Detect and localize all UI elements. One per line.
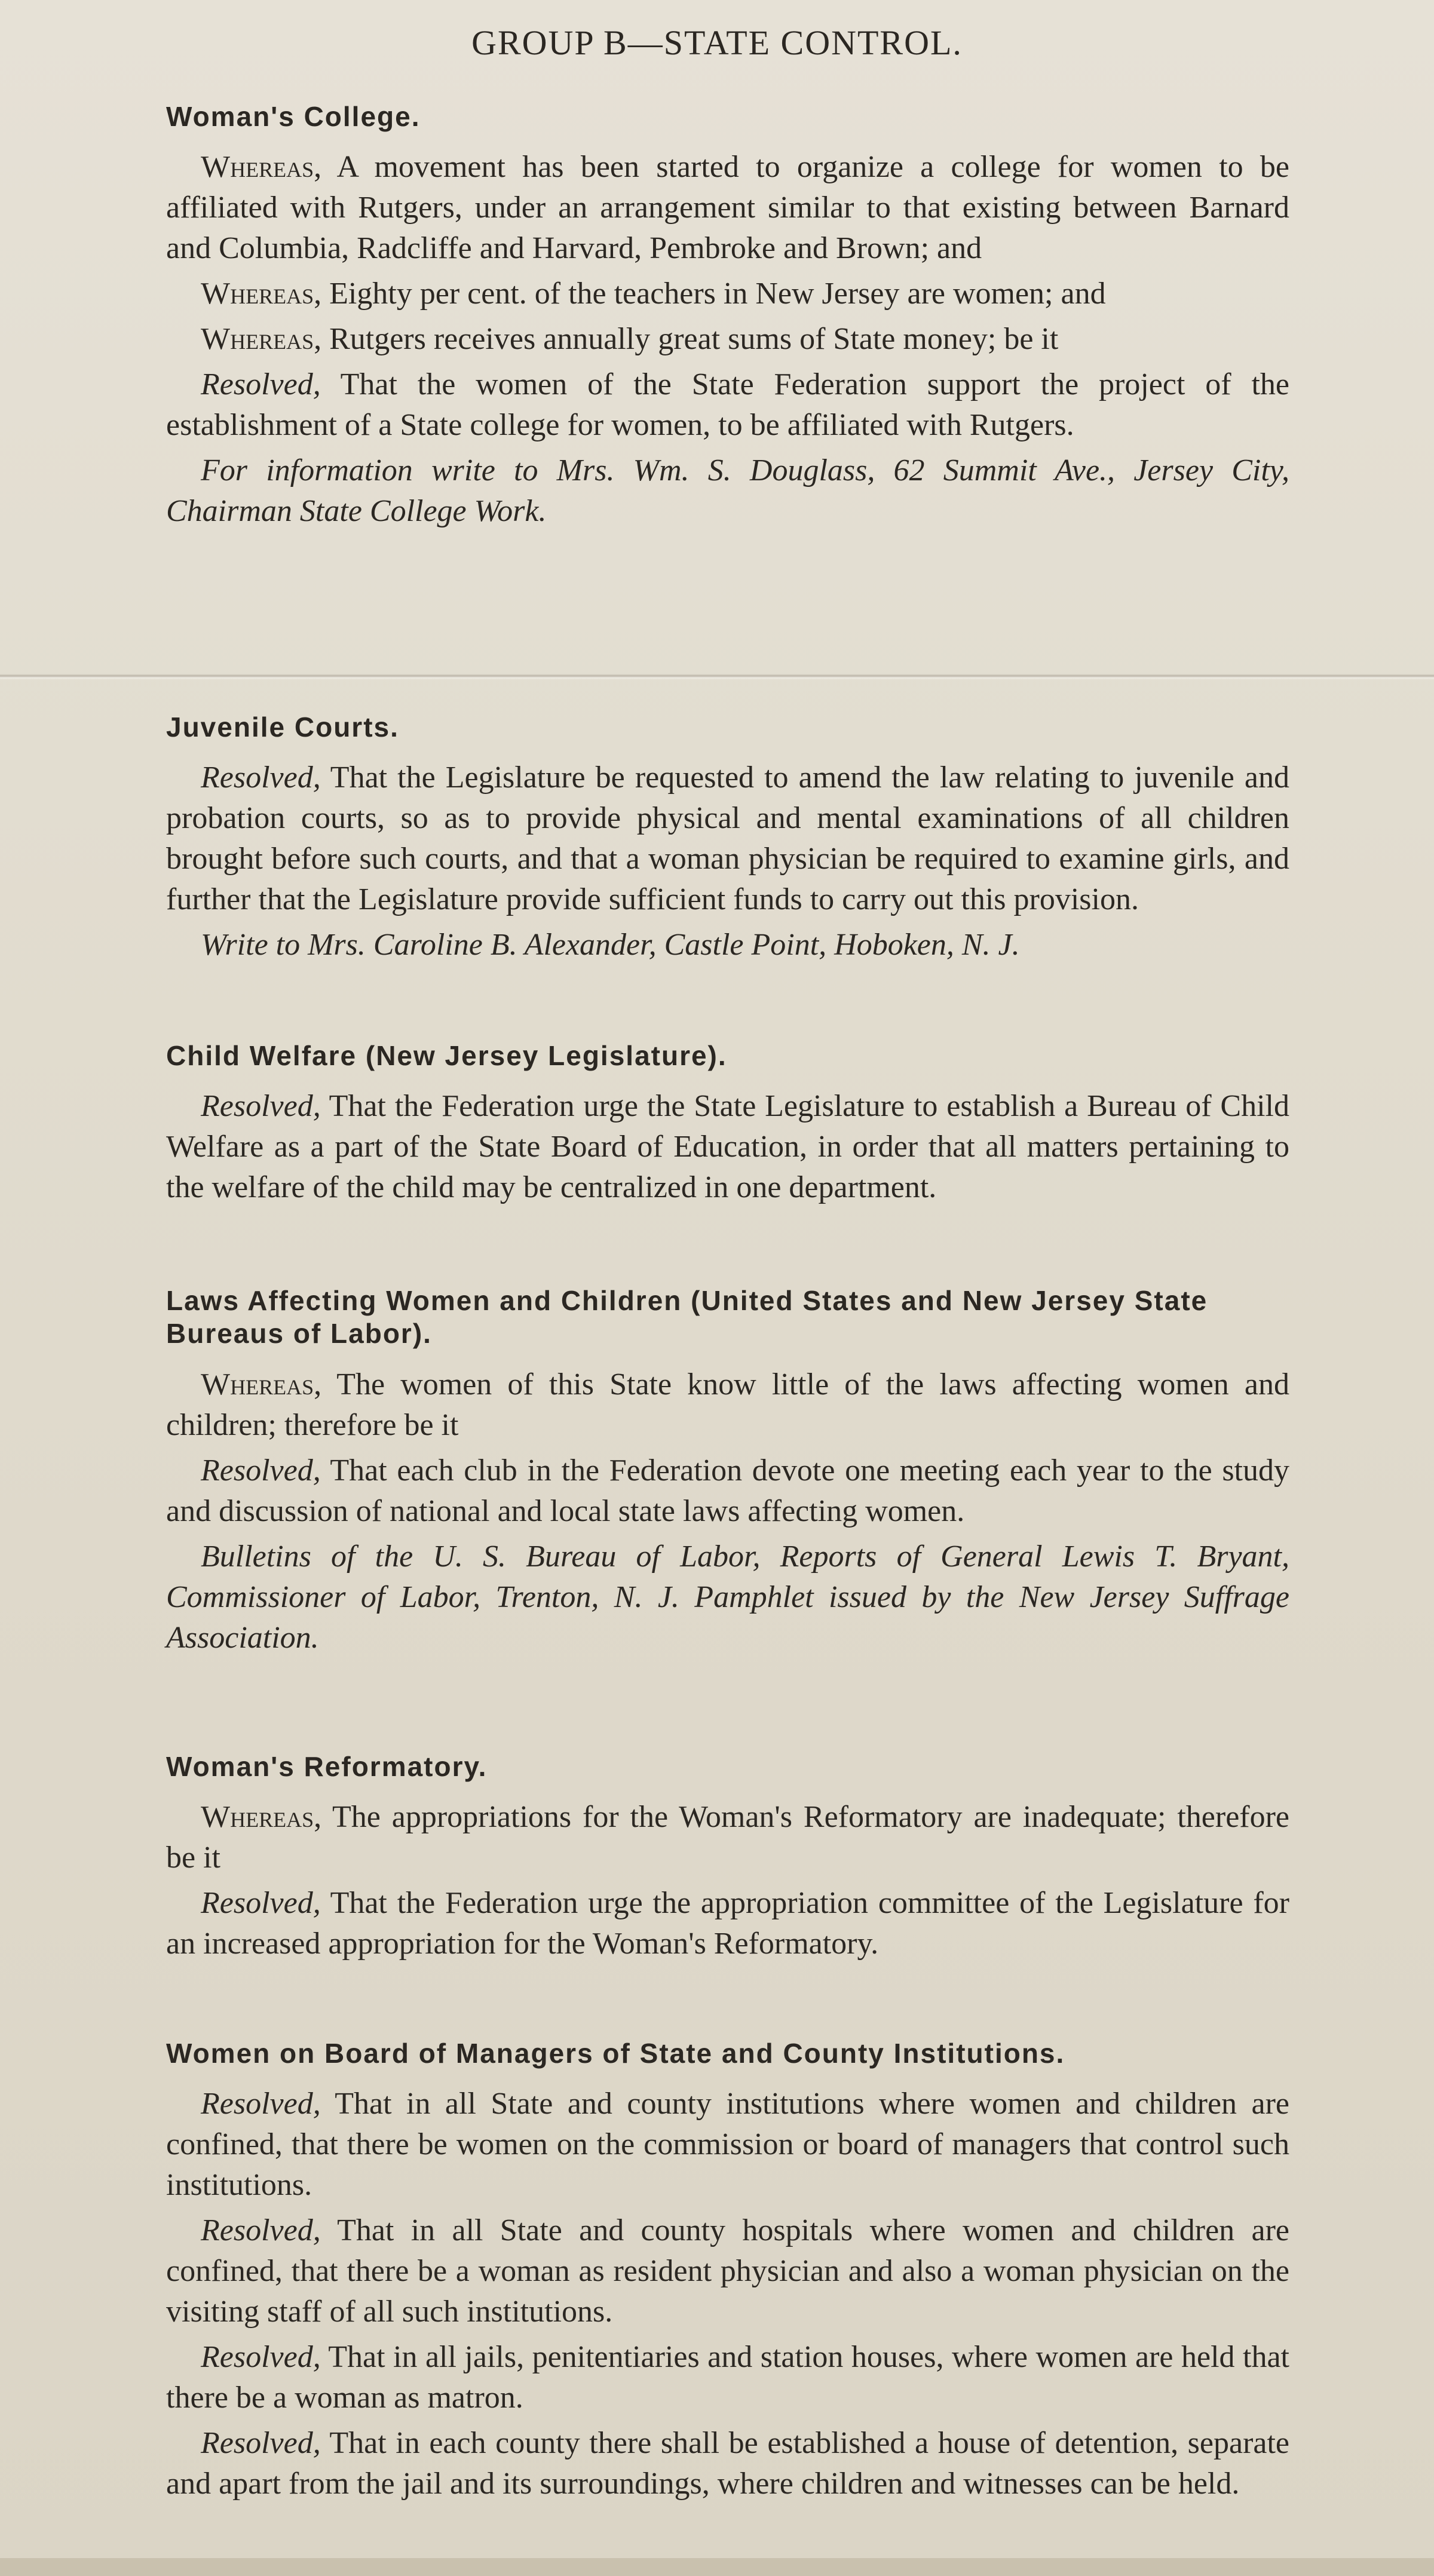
section-heading: Juvenile Courts. [166,712,399,743]
section-child-welfare [166,1039,1289,1213]
reference-note: Bulletins of the U. S. Bureau of Labor, Reports of General Lewis T. Bryant, Commissioner of Labor, Trenton, N. J. Pamphlet issued by the New Jersey Suffrage Association. [166,1540,1289,1655]
paragraph: Resolved, That the Federation urge the appropriation committee of the Legislature for an increased appropriation for the Woman's Reformatory. [166,1886,1289,1961]
paragraph: Resolved, That in each county there shall be established a house of detention, separate and apart from the jail and its surroundings, where children and witnesses can be held. [166,2426,1289,2501]
section-heading: Woman's Reformatory. [166,1751,488,1782]
section-laws-affecting-women [166,1284,1289,1663]
paragraph: Resolved, That the Federation urge the State Legislature to establish a Bureau of Child Welfare as a part of the State Board of Education, in order that all matters pertaining to the welfare of the child may be centralized in one department. [166,1089,1289,1204]
paragraph: Whereas, Rutgers receives annually great sums of State money; be it [201,322,1059,356]
section-heading: Women on Board of Managers of State and County Institutions. [166,2038,1065,2069]
section-womans-college [166,100,1289,536]
paragraph: Whereas, The appropriations for the Woman's Reformatory are inadequate; therefore be it [166,1800,1289,1875]
section-womans-reformatory [166,1750,1289,1969]
group-title: GROUP B—STATE CONTROL. [471,23,963,62]
paper-fold [0,674,1434,680]
paragraph: Resolved, That in all State and county hospitals where women and children are confined, that there be a woman as resident physician and also a woman physician on the visiting staff of all such institutions. [166,2213,1289,2329]
section-heading: Woman's College. [166,101,421,132]
paragraph: Resolved, That in all jails, penitentiaries and station houses, where women are held that there be a woman as matron. [166,2340,1289,2415]
paragraph: Resolved, That in all State and county institutions where women and children are confined, that there be women on the commission or board of managers that control such institutions. [166,2087,1289,2202]
paper-bottom-edge [0,2558,1434,2576]
paragraph: Resolved, That the women of the State Federation support the project of the establishment of a State college for women, to be affiliated with Rutgers. [166,367,1289,442]
contact-note: Write to Mrs. Caroline B. Alexander, Castle Point, Hoboken, N. J. [201,928,1020,962]
paragraph: Whereas, Eighty per cent. of the teachers in New Jersey are women; and [201,277,1106,311]
section-heading: Child Welfare (New Jersey Legislature). [166,1040,727,1071]
section-women-on-board [166,2037,1289,2509]
paragraph: Whereas, The women of this State know little of the laws affecting women and children; therefore be it [166,1367,1289,1443]
section-juvenile-courts [166,711,1289,970]
paragraph: Resolved, That each club in the Federation devote one meeting each year to the study and discussion of national and local state laws affecting women. [166,1453,1289,1529]
section-heading: Laws Affecting Women and Children (United States and New Jersey State Bureaus of Labor). [166,1285,1208,1350]
contact-note: For information write to Mrs. Wm. S. Douglass, 62 Summit Ave., Jersey City, Chairman State College Work. [166,453,1289,528]
paragraph: Resolved, That the Legislature be requested to amend the law relating to juvenile and probation courts, so as to provide physical and mental examinations of all children brought before such courts, and that a woman physician be required to examine girls, and further that the Legislature provide sufficient funds to carry out this provision. [166,760,1289,916]
paragraph: Whereas, A movement has been started to organize a college for women to be affiliated with Rutgers, under an arrangement similar to that existing between Barnard and Columbia, Radcliffe and Harvard, Pembroke and Brown; and [166,150,1289,265]
